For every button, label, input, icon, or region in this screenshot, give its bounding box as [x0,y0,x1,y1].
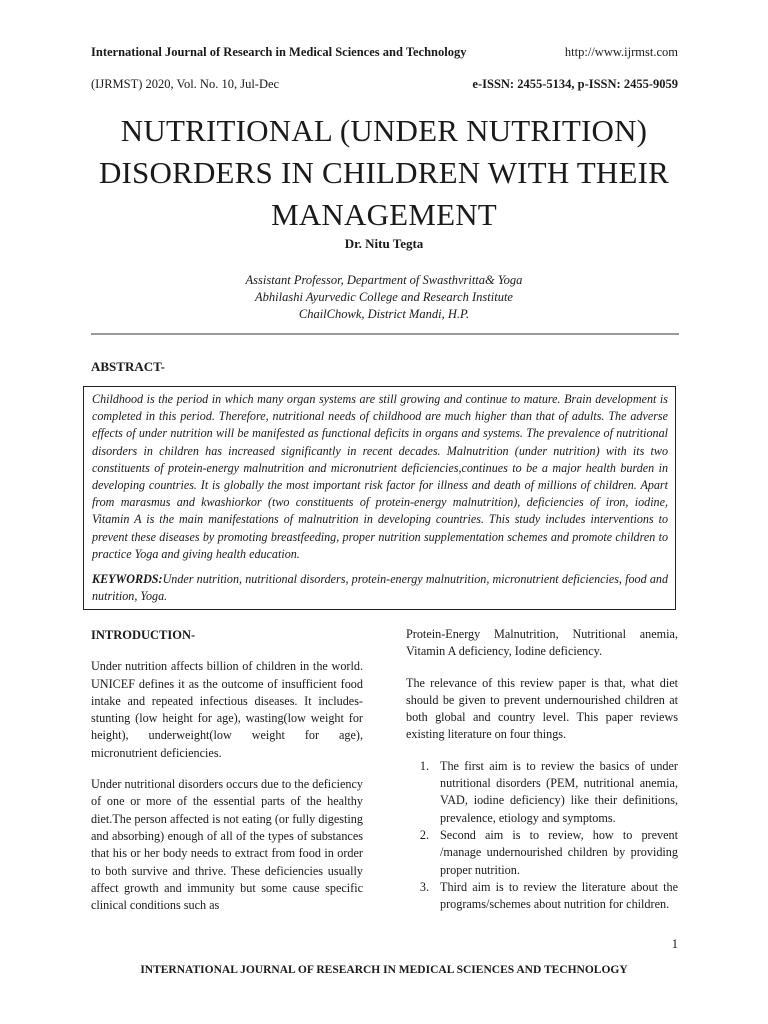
section-divider [91,333,679,335]
aims-list [406,758,678,914]
list-item [406,879,678,914]
author-name: Dr. Nitu Tegta [344,236,424,251]
list-text: Third aim is to review the literature about the programs/schemes about nutrition for children. [440,879,678,912]
abstract-box [83,386,676,610]
list-item [406,827,678,879]
affiliation-line: ChailChowk, District Mandi, H.P. [298,307,470,321]
journal-name: International Journal of Research in Medical Sciences and Technology [91,45,467,59]
list-number: 2. [419,827,429,842]
page-footer: INTERNATIONAL JOURNAL OF RESEARCH IN MEDICAL SCIENCES AND TECHNOLOGY [140,964,628,976]
paragraph: Under nutrition affects billion of children in the world. UNICEF defines it as the outcome of insufficient food intake and repeated infectious diseases. It includes- stunting (low height for age), wasting(low weight for height), underweight(low weight for age), micronutrient deficiencies. [91,659,363,760]
volume-info: (IJRMST) 2020, Vol. No. 10, Jul-Dec [91,77,280,91]
right-column [406,626,678,913]
introduction-heading: INTRODUCTION- [91,628,196,642]
abstract-text: Childhood is the period in which many organ systems are still growing and continue to mature. Brain development is completed in this period. Therefore, nutritional needs of childhood are much higher than that of adults. The adverse effects of under nutrition will be manifested as functional deficits in organs and systems. The prevalence of nutritional disorders in children has increased significantly in recent decades. Malnutrition (under nutrition) with its two constituents of protein-energy malnutrition and micronutrient deficiencies,continues to be a major health burden in developing countries. It is globally the most important risk factor for illness and death of millions of children. Apart from marasmus and kwashiorkor (two constituents of protein-energy malnutrition), deficiencies of iron, iodine, Vitamin A is the main manifestations of malnutrition in developing countries. This study includes interventions to prevent these diseases by promoting breastfeeding, proper nutrition supplementation schemes and promote children to practice Yoga and giving health education. [92,392,668,561]
paragraph: The relevance of this review paper is that, what diet should be given to prevent undernourished children at both global and country level. This paper reviews existing literature on four things. [406,675,678,742]
paragraph: Protein-Energy Malnutrition, Nutritional anemia, Vitamin A deficiency, Iodine deficiency. [406,627,678,659]
list-text: Second aim is to review, how to prevent /manage undernourished children by providing proper nutrition. [440,827,678,877]
list-number: 1. [419,758,429,773]
page-number: 1 [671,937,678,951]
keywords-text: Under nutrition, nutritional disorders, protein-energy malnutrition, micronutrient deficiencies, food and nutrition, Yoga. [92,572,668,604]
keywords [92,571,668,605]
list-text: The first aim is to review the basics of under nutritional disorders (PEM, nutritional anemia, VAD, iodine deficiency) like their definitions, prevalence, etiology and symptoms. [440,758,678,825]
abstract-heading: ABSTRACT- [91,359,165,374]
journal-url[interactable]: http://www.ijrmst.com [564,45,678,59]
paragraph: Under nutritional disorders occurs due to the deficiency of one or more of the essential parts of the healthy diet.The person affected is not eating (or fully digesting and absorbing) enough of all of the types of substances that his or her body needs to extract from food in order to both survive and thrive. These deficiencies usually affect growth and immunity but some cause specific clinical conditions such as [91,777,363,913]
author-affiliation [0,272,768,323]
list-number: 3. [419,879,429,894]
affiliation-line: Assistant Professor, Department of Swasthvritta& Yoga [245,273,523,287]
issn-info: e-ISSN: 2455-5134, p-ISSN: 2455-9059 [472,77,678,91]
affiliation-line: Abhilashi Ayurvedic College and Research Institute [255,290,513,304]
left-column [91,627,363,914]
keywords-label: KEYWORDS: [92,572,163,587]
list-item [406,758,678,827]
paper-title: NUTRITIONAL (UNDER NUTRITION) DISORDERS IN CHILDREN WITH THEIR MANAGEMENT [98,113,670,232]
